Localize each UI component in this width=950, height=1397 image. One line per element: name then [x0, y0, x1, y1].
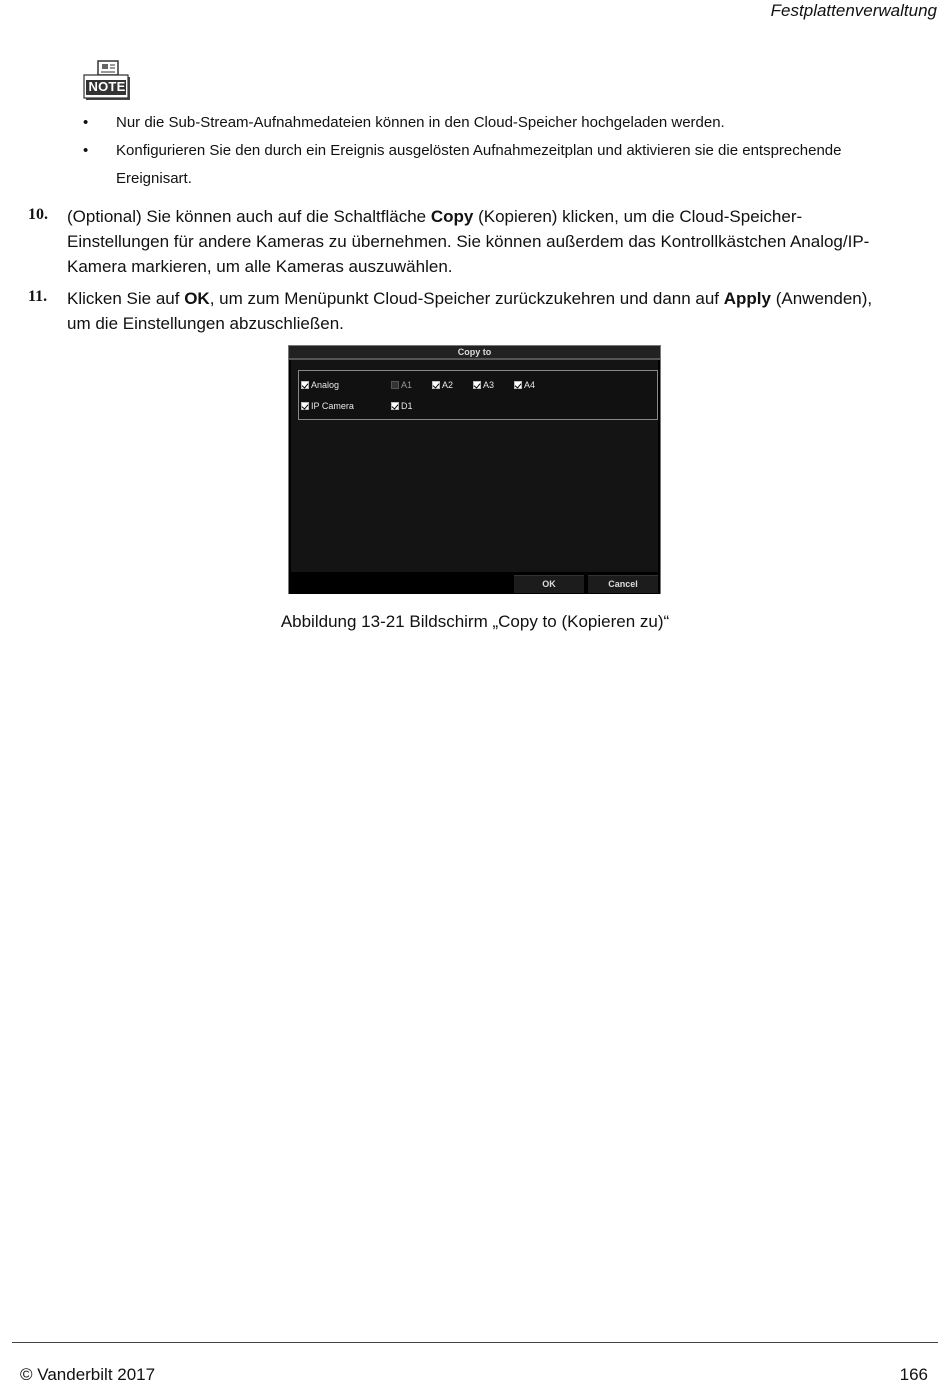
step-number: 10.	[28, 206, 48, 223]
step-line: Einstellungen für andere Kameras zu übernehmen. Sie können außerdem das Kontrollkästchen Analog/IP-	[67, 232, 870, 251]
dialog-title: Copy to	[289, 346, 660, 358]
copy-term: Copy	[430, 207, 474, 226]
checkbox-checked-icon	[514, 381, 522, 389]
bullet-marker: •	[83, 114, 89, 131]
checkbox-checked-icon	[391, 402, 399, 410]
page-number: 166	[899, 1365, 928, 1384]
ok-term: OK	[184, 289, 210, 308]
checkbox-checked-icon	[432, 381, 440, 389]
copy-to-dialog	[288, 345, 661, 594]
channel-checkbox-a4[interactable]: A4	[514, 380, 535, 390]
bullet-marker: •	[83, 142, 89, 159]
page-header-title: Festplattenverwaltung	[770, 1, 937, 20]
footer-copyright: © Vanderbilt 2017	[20, 1365, 156, 1384]
checkbox-checked-icon	[473, 381, 481, 389]
step-line: Kamera markieren, um alle Kameras auszuwählen.	[67, 257, 453, 276]
channel-checkbox-a1[interactable]: A1	[391, 380, 412, 390]
ip-camera-checkbox[interactable]: IP Camera	[301, 401, 354, 411]
note-icon	[83, 60, 133, 102]
checkbox-checked-icon	[301, 402, 309, 410]
apply-term: Apply	[723, 289, 771, 308]
note-icon-label: NOTE	[88, 79, 126, 94]
bullet-text: Nur die Sub-Stream-Aufnahmedateien können in den Cloud-Speicher hochgeladen werden.	[116, 114, 725, 131]
step-number: 11.	[28, 288, 48, 305]
list-item-continuation	[83, 165, 946, 193]
channel-group	[298, 370, 658, 420]
channel-checkbox-a2[interactable]: A2	[432, 380, 453, 390]
list-item	[83, 109, 946, 137]
channel-checkbox-d1[interactable]: D1	[391, 401, 413, 411]
step-text	[67, 204, 937, 279]
dialog-footer	[289, 572, 660, 594]
list-item	[83, 137, 946, 165]
figure-caption: Abbildung 13-21 Bildschirm „Copy to (Kopieren zu)“	[280, 612, 670, 631]
bullet-text: Konfigurieren Sie den durch ein Ereignis ausgelösten Aufnahmezeitplan und aktivieren sie die entsprechende	[116, 142, 842, 159]
analog-checkbox[interactable]: Analog	[301, 380, 339, 390]
checkbox-checked-icon	[301, 381, 309, 389]
step-line: Klicken Sie auf OK, um zum Menüpunkt Cloud-Speicher zurückzukehren und dann auf Apply (Anwenden),	[67, 289, 873, 308]
step-line: um die Einstellungen abzuschließen.	[67, 314, 344, 333]
cancel-button[interactable]: Cancel	[588, 575, 658, 593]
bullet-text: Ereignisart.	[116, 170, 192, 187]
channel-checkbox-a3[interactable]: A3	[473, 380, 494, 390]
checkbox-unchecked-icon	[391, 381, 399, 389]
footer-divider	[12, 1342, 938, 1343]
step-line: (Optional) Sie können auch auf die Schaltfläche Copy (Kopieren) klicken, um die Cloud-Speicher-	[67, 207, 803, 226]
step-text	[67, 286, 937, 336]
ok-button[interactable]: OK	[514, 575, 584, 593]
note-bullet-list	[83, 109, 946, 193]
